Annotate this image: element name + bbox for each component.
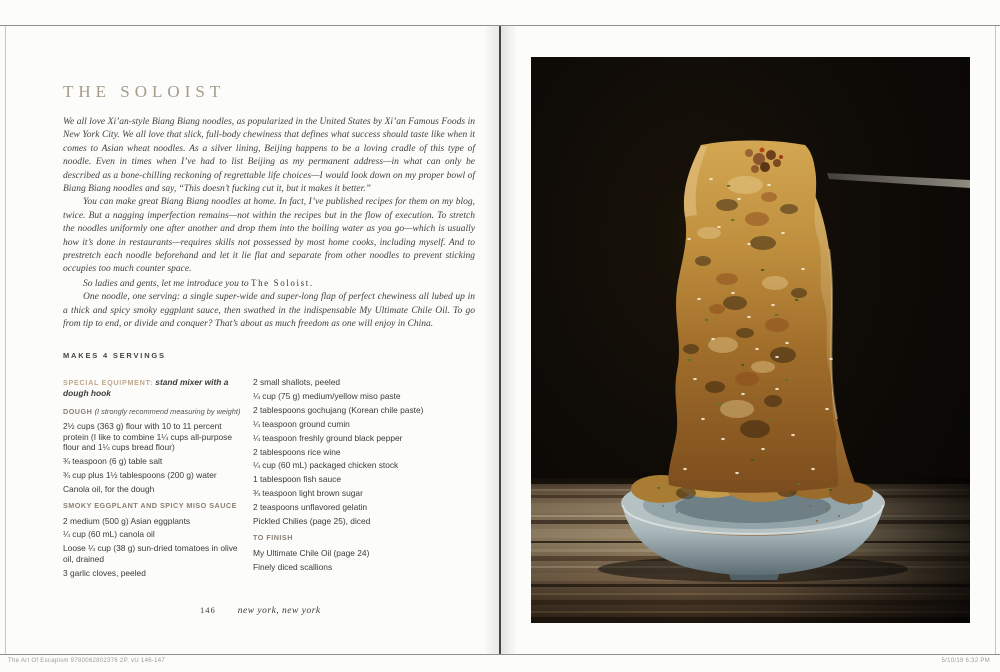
ingredient-item: 2 medium (500 g) Asian eggplants [63, 515, 191, 526]
proof-slug-right: 5/10/19 6:32 PM [941, 658, 990, 664]
section-header-dough: DOUGH (I strongly recommend measuring by weight) [63, 406, 241, 416]
section-header-sauce: SMOKY EGGPLANT AND SPICY MISO SAUCE [63, 501, 237, 511]
ingredient-item: ¼ cup (75 g) medium/yellow miso paste [253, 390, 401, 401]
gutter-shadow-left [483, 26, 499, 654]
ingredient-item: 1 tablespoon fish sauce [253, 474, 341, 485]
recipe-title: THE SOLOIST [63, 82, 226, 101]
intro-paragraph-1: We all love Xi’an-style Biang Biang noodles, as popularized in the United States by Xi’an Famous Foods in New York City. We all love that slick, full-body chewiness that defines what success should taste like when it comes to Asian wheat noodles. As a silver lining, Beijing happens to be a loving cradle of this type of noodle. Even in times when I’ve had to list Beijing as my permanent address—in what can only be described as a bone-chilling reckoning of regrettable life choices—I would look down on my proper bowl of Biang Biang noodles and say, “This doesn’t fucking cut it, but it makes it better.” [63, 117, 475, 195]
ingredient-item: ¼ cup (60 mL) canola oil [63, 529, 155, 540]
intro-paragraph-3-emphasis: The Soloist. [250, 277, 314, 288]
ingredient-item: 2 small shallots, peeled [253, 377, 341, 387]
page-number: 146 [200, 605, 216, 615]
page-gutter [499, 26, 501, 654]
intro-paragraph-2: You can make great Biang Biang noodles at home. In fact, I’ve published recipes for them on my blog, twice. But a nagging imperfection remains—not within the recipes but in the flow of execution. To stretch the noodles uniformly one after another and drop them into the boiling water as you go—which is usually how it’s done in restaurants—requires skills not possessed by most home cooks, including myself. And to prestretch each noodle beforehand and let it lie flat and separate from other noodles to prevent sticking occupies too much counter space. [63, 197, 475, 275]
special-equipment-text: stand mixer with a dough hook [63, 377, 229, 399]
ingredient-item: ¼ cup (60 mL) packaged chicken stock [253, 460, 399, 471]
ingredient-item: Canola oil, for the dough [63, 483, 155, 494]
special-equipment-label: SPECIAL EQUIPMENT: [63, 378, 153, 387]
intro-paragraph-3 [63, 277, 475, 291]
ingredient-item: 2½ cups (363 g) flour with 10 to 11 percent protein (I like to combine 1¼ cups all-purpose flour and 1¼ cups bread flour) [63, 421, 232, 453]
page-footer [200, 600, 321, 618]
page-edge-left [5, 26, 6, 654]
gutter-shadow-right [501, 26, 517, 654]
recipe-intro [63, 116, 475, 332]
noodle-photo [531, 57, 970, 623]
ingredient-item: Finely diced scallions [253, 561, 333, 572]
ingredients-column-right [253, 377, 477, 576]
ingredient-item: 2 tablespoons rice wine [253, 446, 341, 457]
trim-line-bottom [0, 654, 1000, 655]
special-equipment-line [63, 377, 247, 399]
ingredient-item: ¼ teaspoon ground cumin [253, 418, 350, 429]
running-footer: new york, new york [237, 606, 321, 616]
intro-paragraph-3-lead: So ladies and gents, let me introduce you to [83, 278, 251, 289]
yield-line: MAKES 4 SERVINGS [63, 351, 166, 360]
ingredient-item: ¾ cup plus 1½ tablespoons (200 g) water [63, 469, 217, 480]
proof-slug-left: The Art Of Escapism 9780062802376 2P. vU 146-147 [8, 658, 166, 664]
ingredient-item: Pickled Chilies (page 25), diced [253, 516, 371, 527]
section-header-to-finish: TO FINISH [253, 533, 293, 543]
page-edge-right [995, 26, 996, 654]
ingredient-item: ¼ teaspoon freshly ground black pepper [253, 432, 403, 443]
ingredient-item: 2 teaspoons unflavored gelatin [253, 502, 368, 513]
ingredient-item: Loose ¼ cup (38 g) sun-dried tomatoes in olive oil, drained [63, 543, 238, 564]
ingredient-item: 2 tablespoons gochujang (Korean chile paste) [253, 404, 424, 415]
intro-paragraph-4: One noodle, one serving: a single super-wide and super-long flap of perfect chewiness all lubed up in a thick and spicy smoky eggplant sauce, then swathed in the indispensable My Ultimate Chile Oil. To go from tip to end, or divide and conquer? That’s about as much freedom as one will enjoy in China. [63, 292, 475, 330]
ingredient-item: ¾ teaspoon (6 g) table salt [63, 455, 163, 466]
ingredient-item: 3 garlic cloves, peeled [63, 567, 146, 578]
ingredient-item: ¾ teaspoon light brown sugar [253, 488, 363, 499]
ingredient-item: My Ultimate Chile Oil (page 24) [253, 547, 370, 558]
ingredients-column-left [63, 377, 247, 582]
